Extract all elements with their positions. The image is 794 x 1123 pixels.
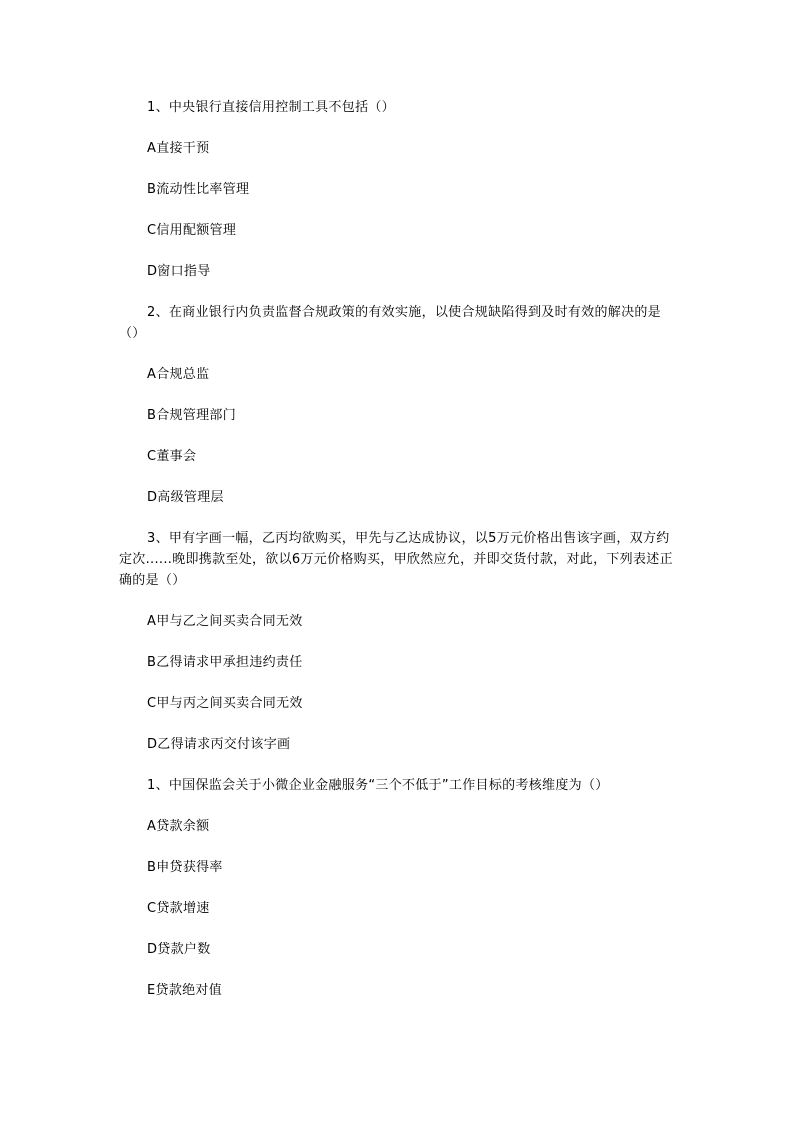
option-c: C信用配额管理 [147,223,237,238]
option-c: C董事会 [147,449,197,464]
option-b: B流动性比率管理 [147,182,250,197]
option-d: D窗口指导 [147,264,211,279]
option-d: D乙得请求丙交付该字画 [147,737,291,752]
option-a: A贷款余额 [147,819,210,834]
option-b: B合规管理部门 [147,408,237,423]
question-1: 1、中央银行直接信用控制工具不包括（） [147,100,395,115]
option-d: D高级管理层 [147,490,224,505]
option-a: A直接干预 [147,141,210,156]
option-c: C贷款增速 [147,901,210,916]
option-e: E贷款绝对值 [147,983,223,998]
question-3: 3、甲有字画一幅，乙丙均欲购买，甲先与乙达成协议，以5万元价格出售该字画，双方约定次......晚即携款至处，欲以6万元价格购买，甲欣然应允，并即交货付款，对此，下列表述正确的是（） [119,531,673,588]
document-body [119,97,675,1021]
option-b: B申贷获得率 [147,860,223,875]
option-c: C甲与丙之间买卖合同无效 [147,696,303,711]
question-4: 1、中国保监会关于小微企业金融服务“三个不低于”工作目标的考核维度为（） [147,778,609,793]
option-d: D贷款户数 [147,942,211,957]
question-2: 2、在商业银行内负责监督合规政策的有效实施，以使合规缺陷得到及时有效的解决的是（） [119,305,661,341]
option-a: A甲与乙之间买卖合同无效 [147,614,303,629]
option-b: B乙得请求甲承担违约责任 [147,655,303,670]
option-a: A合规总监 [147,367,210,382]
